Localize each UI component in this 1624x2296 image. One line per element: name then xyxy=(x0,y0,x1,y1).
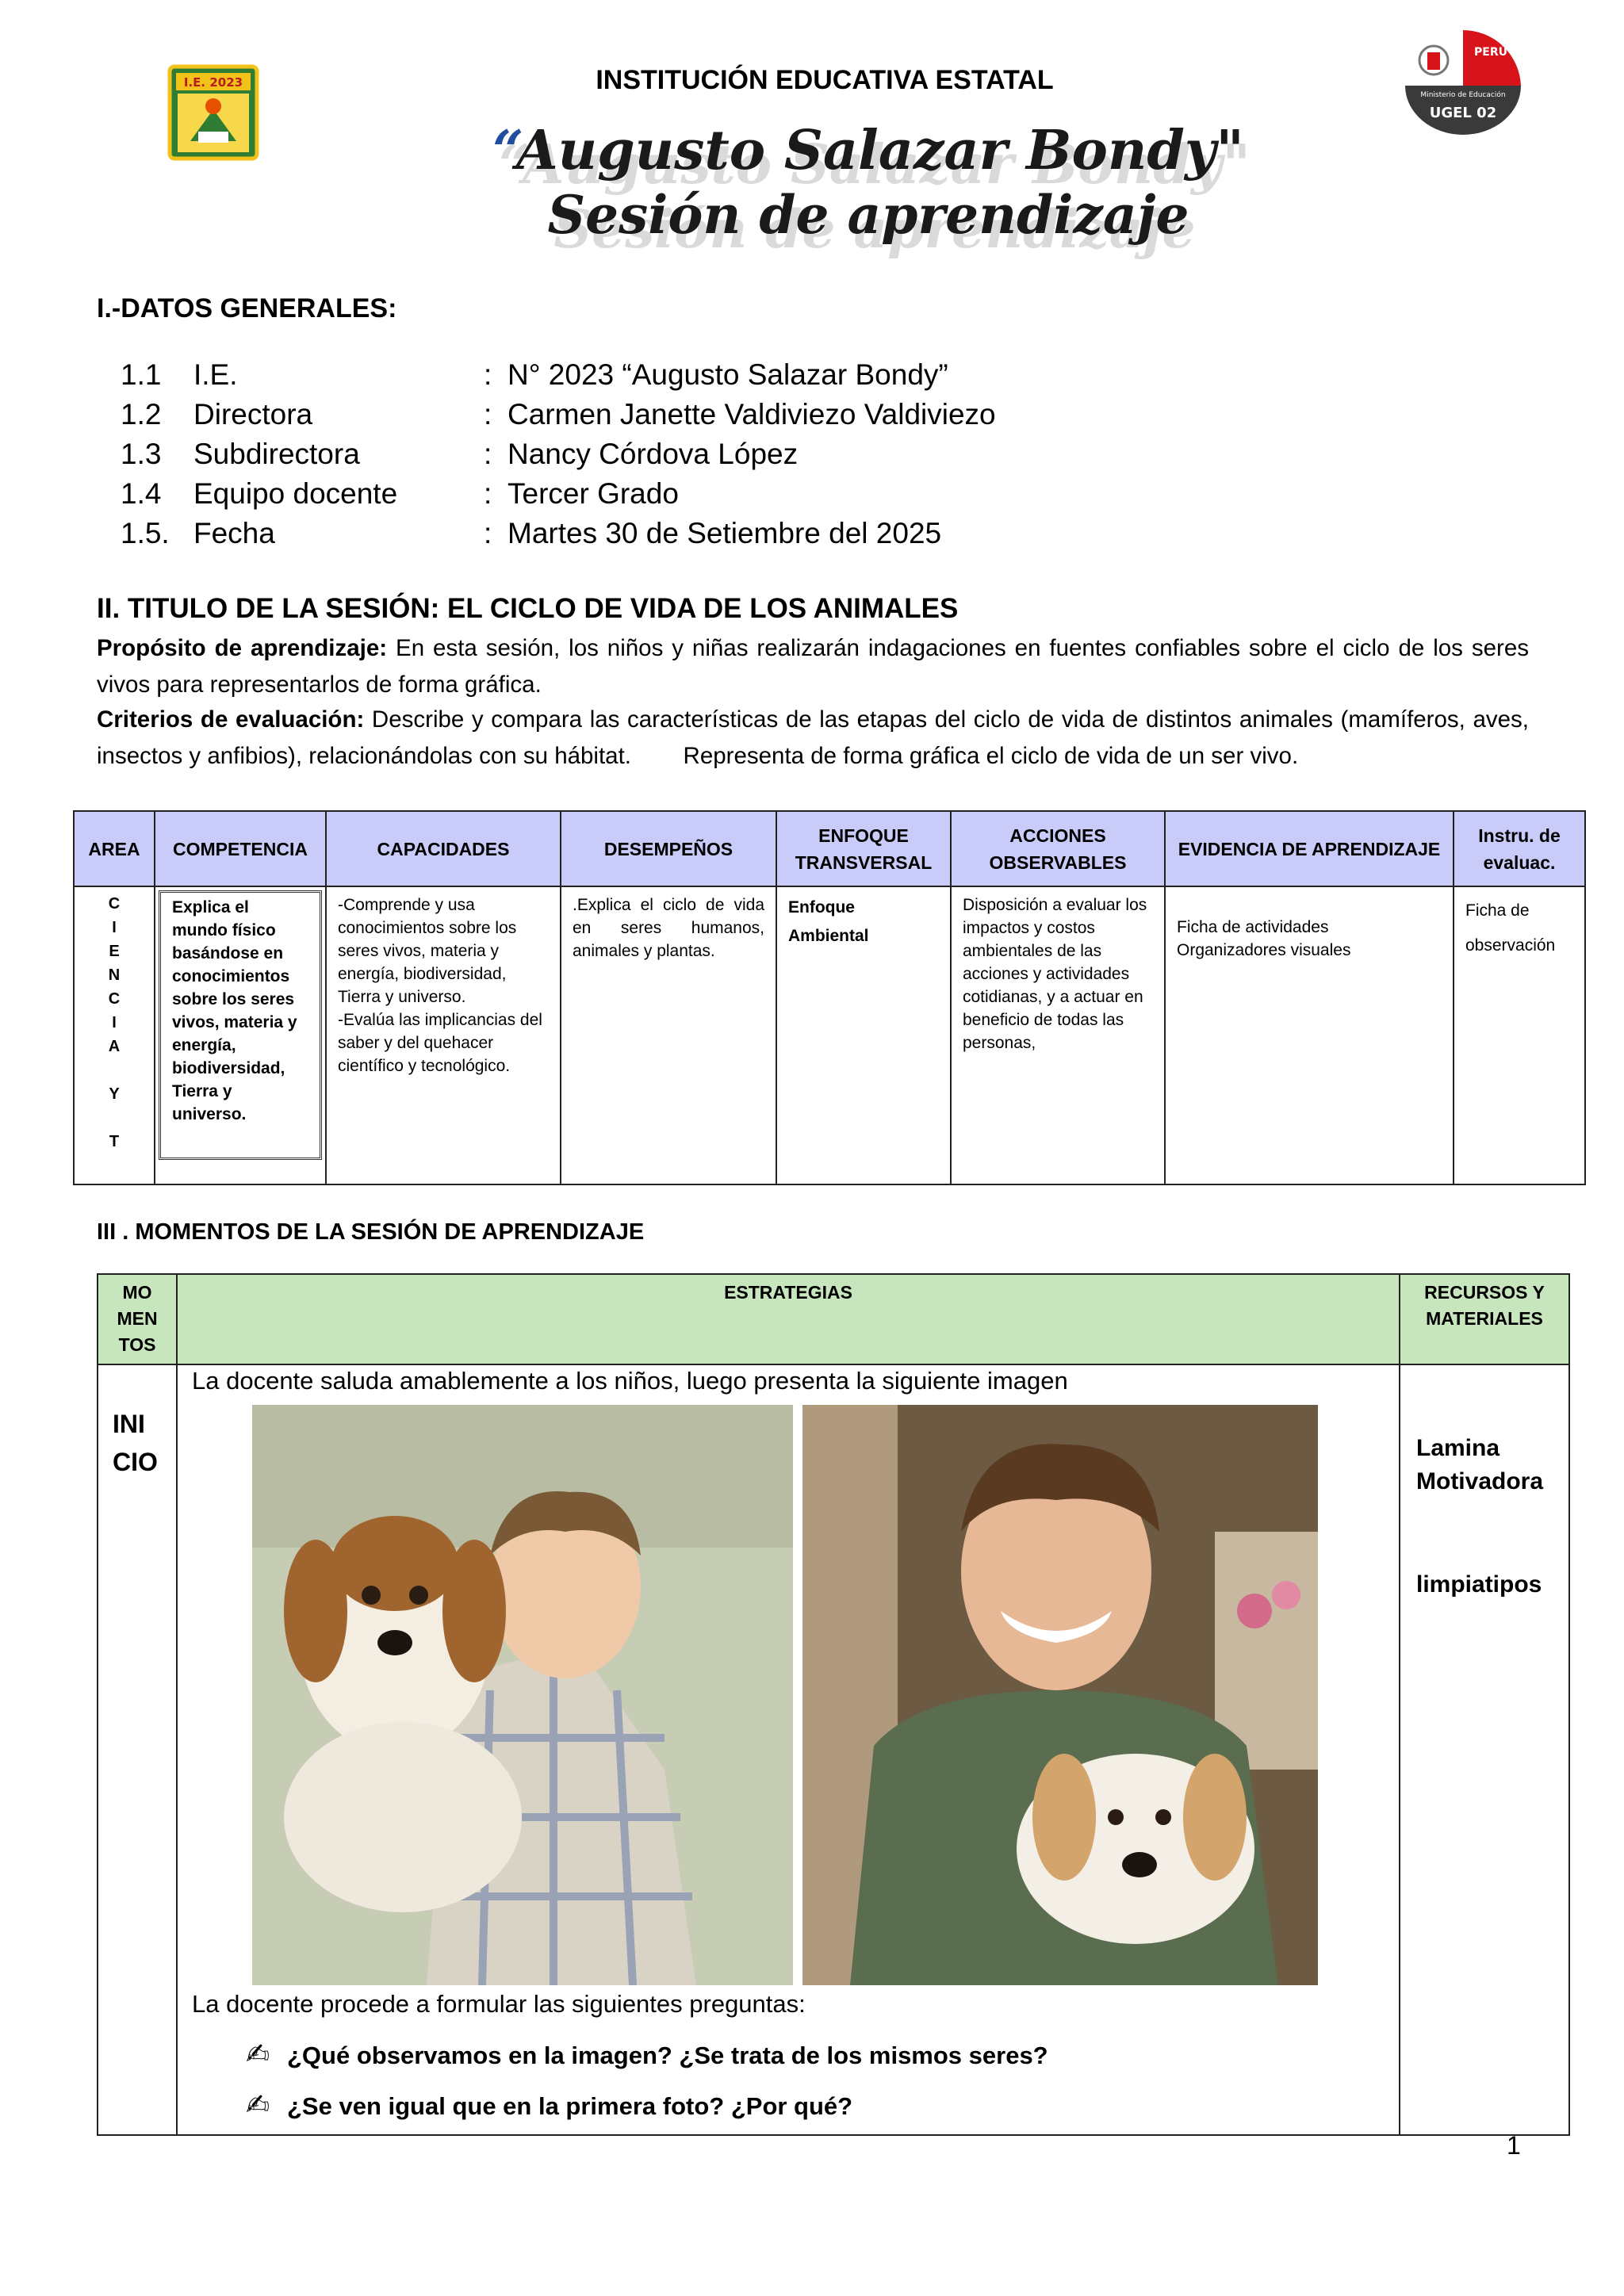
question-item: ✍ ¿Se ven igual que en la primera foto? ¿Por qué? xyxy=(246,2088,853,2121)
header-desempenos: DESEMPEÑOS xyxy=(561,811,776,886)
page-number: 1 xyxy=(1507,2131,1521,2160)
school-logo xyxy=(167,62,260,163)
resource-item: Lamina Motivadora xyxy=(1416,1435,1544,1494)
strategies-cell xyxy=(177,1364,1400,2135)
header-estrategias: ESTRATEGIAS xyxy=(177,1274,1400,1364)
evidencia-cell: Ficha de actividades Organizadores visuales xyxy=(1165,886,1454,1184)
header-capacidades: CAPACIDADES xyxy=(326,811,561,886)
table-row xyxy=(74,886,1585,1184)
section-moments-title: III . MOMENTOS DE LA SESIÓN DE APRENDIZAJE xyxy=(97,1219,645,1245)
resource-item: limpiatipos xyxy=(1416,1571,1542,1598)
svg-text:PERÚ: PERÚ xyxy=(1474,46,1507,59)
svg-text:UGEL 02: UGEL 02 xyxy=(1429,105,1497,121)
photo-man-with-dog xyxy=(802,1405,1318,1985)
section-general-data-title: I.-DATOS GENERALES: xyxy=(97,293,397,323)
strategy-intro-text: La docente saluda amablemente a los niños, luego presenta la siguiente imagen xyxy=(192,1367,1068,1395)
acciones-cell: Disposición a evaluar los impactos y costos ambientales de las acciones y actividades cotidianas, y a actuar en beneficio de todas las personas, xyxy=(951,886,1165,1184)
question-item: ✍ ¿Qué observamos en la imagen? ¿Se trata de los mismos seres? xyxy=(246,2038,1048,2070)
institution-header: INSTITUCIÓN EDUCATIVA ESTATAL xyxy=(596,65,1054,95)
writing-hand-icon: ✍ xyxy=(246,2038,270,2070)
enfoque-cell: Enfoque Ambiental xyxy=(776,886,951,1184)
general-data-row: 1.3 Subdirectora : Nancy Córdova López xyxy=(121,438,799,470)
instrumento-cell: Ficha de observación xyxy=(1454,886,1585,1184)
svg-text:I.E. 2023: I.E. 2023 xyxy=(183,75,243,90)
header-instrumento: Instru. de evaluac. xyxy=(1454,811,1585,886)
general-data-row: 1.4 Equipo docente : Tercer Grado xyxy=(121,477,679,510)
criteria-paragraph: Criterios de evaluación: Describe y compara las características de las etapas del ciclo de vida de distintos animales (mamíferos, aves, insectos y anfibios), relacionándolas con su hábitat. Representa de forma gráfica el ciclo de vida de un ser vivo. xyxy=(97,706,1536,769)
capacidades-cell: -Comprende y usa conocimientos sobre los seres vivos, materia y energía, biodiversidad, Tierra y universo. -Evalúa las implicancias del saber y del quehacer científico y tecnológico. xyxy=(326,886,561,1184)
header-enfoque: ENFOQUE TRANSVERSAL xyxy=(776,811,951,886)
table-header-row xyxy=(98,1274,1569,1364)
moment-label: INI CIO xyxy=(113,1410,158,1476)
general-data-row: 1.5. Fecha : Martes 30 de Setiembre del 2025 xyxy=(121,517,942,549)
header-competencia: COMPETENCIA xyxy=(155,811,326,886)
competencia-cell: Explica el mundo físico basándose en conocimientos sobre los seres vivos, materia y energía, biodiversidad, Tierra y universo. xyxy=(155,886,326,1184)
moment-cell-inicio xyxy=(98,1364,177,2135)
ministry-logo xyxy=(1404,29,1522,135)
header-momentos: MO MEN TOS xyxy=(98,1274,177,1364)
svg-text:Ministerio de Educación: Ministerio de Educación xyxy=(1420,91,1506,99)
peru-ministry-seal-icon xyxy=(1404,29,1522,135)
table-row xyxy=(98,1364,1569,2135)
writing-hand-icon: ✍ xyxy=(246,2088,270,2121)
general-data-row: 1.2 Directora : Carmen Janette Valdiviezo Valdiviezo xyxy=(121,398,996,430)
strategy-follow-up-text: La docente procede a formular las siguientes preguntas: xyxy=(192,1990,806,2018)
session-title: Sesión de aprendizaje xyxy=(547,184,1189,246)
header-area: AREA xyxy=(74,811,155,886)
competency-table xyxy=(73,810,1586,1185)
purpose-paragraph: Propósito de aprendizaje: En esta sesión, los niños y niñas realizarán indagaciones en fuentes confiables sobre el ciclo de los seres vivos para representarlos de forma gráfica. xyxy=(97,635,1529,698)
photo-boy-with-puppy xyxy=(252,1405,793,1985)
session-topic-title: II. TITULO DE LA SESIÓN: EL CICLO DE VIDA DE LOS ANIMALES xyxy=(97,593,959,624)
header-acciones: ACCIONES OBSERVABLES xyxy=(951,811,1165,886)
desempenos-cell: .Explica el ciclo de vida en seres humanos, animales y plantas. xyxy=(561,886,776,1184)
area-cell: C I E N C I A Y T xyxy=(74,886,155,1184)
general-data-row: 1.1 I.E. : N° 2023 “Augusto Salazar Bondy” xyxy=(121,358,948,391)
moments-table xyxy=(97,1273,1570,2136)
header-evidencia: EVIDENCIA DE APRENDIZAJE xyxy=(1165,811,1454,886)
school-crest-icon xyxy=(167,62,260,163)
header-recursos: RECURSOS Y MATERIALES xyxy=(1400,1274,1569,1364)
resources-cell xyxy=(1400,1364,1569,2135)
school-name-title: “Augusto Salazar Bondy" xyxy=(492,119,1244,182)
table-header-row xyxy=(74,811,1585,886)
